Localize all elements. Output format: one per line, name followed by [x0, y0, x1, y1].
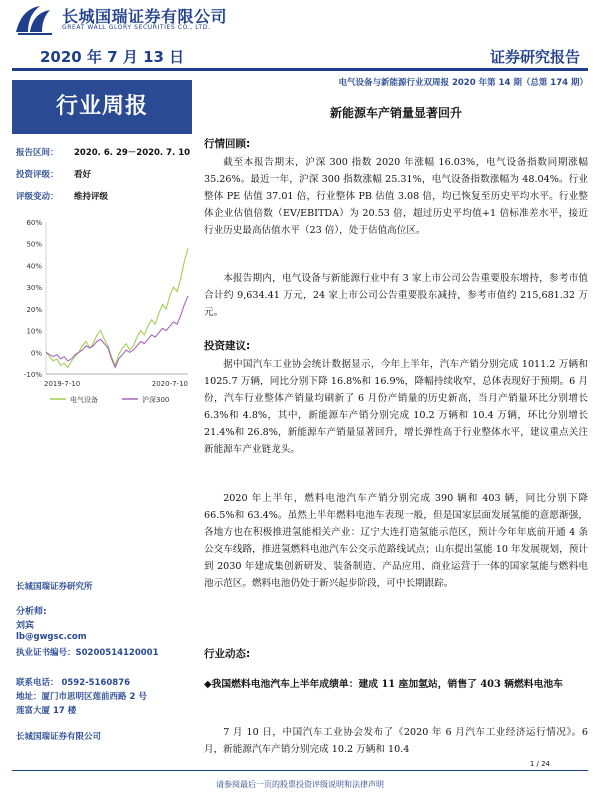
- x-tick-label-end: 2020-7-10: [151, 380, 188, 388]
- section-investment-advice-title: 投资建议:: [204, 340, 251, 352]
- report-subtitle: 电气设备与新能源行业双周报 2020 年第 14 期（总第 174 期）: [338, 78, 588, 88]
- y-tick-label: -10%: [23, 371, 42, 379]
- footer-disclaimer: 请参阅最后一页的股票投资评级说明和法律声明: [216, 780, 384, 789]
- performance-chart-svg: [16, 214, 196, 414]
- news-item-title: ◆我国燃料电池汽车上半年成绩单：建成 11 座加氢站，销售了 403 辆燃料电池车: [204, 679, 563, 690]
- page-number: 1 / 24: [529, 760, 550, 768]
- report-date: 2020 年 7 月 13 日: [40, 48, 185, 66]
- analyst-cert: 执业证书编号：S0200514120001: [16, 648, 159, 658]
- news-item-paragraph: 7 月 10 日，中国汽车工业协会发布了《2020 年 6 月汽车工业经济运行情况》。6 月，新能源汽车产销分别完成 10.2 万辆和 10.4: [204, 727, 588, 755]
- rating-value: 看好: [74, 170, 92, 180]
- investment-advice-paragraph-1: 据中国汽车工业协会统计数据显示，今年上半年，汽车产销分别完成 1011.2 万辆和 1025.7 万辆，同比分别下降 16.8%和 16.9%，降幅持续收窄，总体表现好于预期。6 月份，汽车行业整体产销量均刷新了 6 月份产销量的历史新高，当月产销量环比分别增长 6.3%和 4.8%，其中，新能源车产销分别完成 10.2 万辆和 10.4 万辆，环比分别增长 21.4%和 26.8%，新能源车产销量显著回升，增长弹性高于行业整体水平，建议重点关注新能源车产业链龙头。: [204, 359, 588, 455]
- market-review-paragraph-2: 本报告期内，电气设备与新能源行业中有 3 家上市公司公告重要股东增持，参考市值合计约 9,634.41 万元，24 家上市公司公告重要股东减持，参考市值约 215,681.32 万元。: [204, 273, 588, 318]
- page-header: [0, 0, 600, 42]
- x-tick-label-start: 2019-7-10: [44, 380, 81, 388]
- performance-chart: [16, 214, 196, 414]
- analyst-name: 刘宾: [16, 621, 35, 631]
- analyst-title: 分析师:: [16, 607, 47, 617]
- market-review-paragraph-1: 截至本报告期末，沪深 300 指数 2020 年涨幅 16.03%，电气设备指数同期涨幅 35.26%。最近一年，沪深 300 指数涨幅 25.31%，电气设备指数涨幅为 48.04%。行业整体 PE 估值 37.01 倍，行业整体 PB 估值 3.08 倍，均已恢复至历史平均水平。行业整体企业估值倍数（EV/EBITDA）为 20.53 倍，超过历史平均值+1 倍标准差水平，接近行业历史最高估值水平（23 倍），处于估值高位区。: [204, 157, 588, 236]
- company-name-cn: 长城国瑞证券有限公司: [62, 7, 228, 26]
- analyst-email[interactable]: lb@gwgsc.com: [16, 632, 87, 642]
- section-market-review-title: 行情回顾:: [204, 138, 251, 150]
- y-tick-label: 20%: [26, 305, 42, 314]
- contact-address-1: 地址：厦门市思明区莲前西路 2 号: [16, 692, 147, 702]
- report-headline: 新能源车产销量显著回升: [329, 106, 462, 120]
- contact-phone: 联系电话： 0592-5160876: [16, 678, 131, 688]
- banner-label: 行业周报: [55, 94, 148, 119]
- legend-label-1: 沪深300: [142, 396, 170, 404]
- info-change: [16, 190, 196, 212]
- footer-divider: [12, 770, 588, 771]
- investment-advice-paragraph-2: 2020 年上半年，燃料电池汽车产销分别完成 390 辆和 403 辆，同比分别下降 66.5%和 63.4%。虽然上半年燃料电池车表现一般，但是国家层面发展氢能的意愿渐强，各地方也在积极推进氢能相关产业：辽宁大连打造氢能示范区，预计今年年底前开通 4 条公交车线路，推进氢燃料电池汽车公交示范路线试点；山东提出氢能 10 年发展规划，预计到 2030 年建成集创新研发、装备制造、产品应用、商业运营于一体的国家氢能与燃料电池示范区。燃料电池仍处于新兴起步阶段，可中长期跟踪。: [204, 493, 588, 589]
- company-name-footer: 长城国瑞证券有限公司: [16, 732, 102, 742]
- period-value: 2020. 6. 29－2020. 7. 10: [74, 148, 191, 158]
- research-institute: 长城国瑞证券研究所: [16, 582, 93, 592]
- company-logo-icon: [14, 2, 54, 36]
- report-type: 证券研究报告: [489, 48, 580, 66]
- report-category-banner: [12, 80, 192, 134]
- contact-address-2: 莲富大厦 17 楼: [16, 706, 77, 716]
- y-tick-label: 30%: [26, 284, 42, 293]
- change-label: 评级变动：: [16, 192, 59, 202]
- y-tick-label: 0%: [30, 349, 42, 358]
- legend-label-0: 电气设备: [70, 396, 98, 404]
- y-tick-label: 40%: [26, 262, 42, 271]
- section-industry-news-title: 行业动态:: [204, 648, 251, 660]
- series-line-0: [46, 248, 188, 367]
- y-tick-label: 60%: [26, 219, 42, 227]
- y-tick-label: 10%: [26, 327, 42, 336]
- contact-block: [16, 676, 206, 718]
- date-row: [0, 40, 600, 68]
- company-name-en: GREAT WALL GLORY SECURITIES CO., LTD.: [62, 24, 211, 31]
- y-tick-label: 50%: [26, 240, 42, 249]
- change-value: 维持评级: [74, 192, 109, 202]
- info-period: [16, 146, 196, 168]
- rating-info: [16, 146, 196, 212]
- rating-label: 投资评级：: [16, 170, 59, 180]
- info-rating: [16, 168, 196, 190]
- period-label: 报告区间：: [16, 148, 59, 158]
- header-divider: [12, 68, 588, 71]
